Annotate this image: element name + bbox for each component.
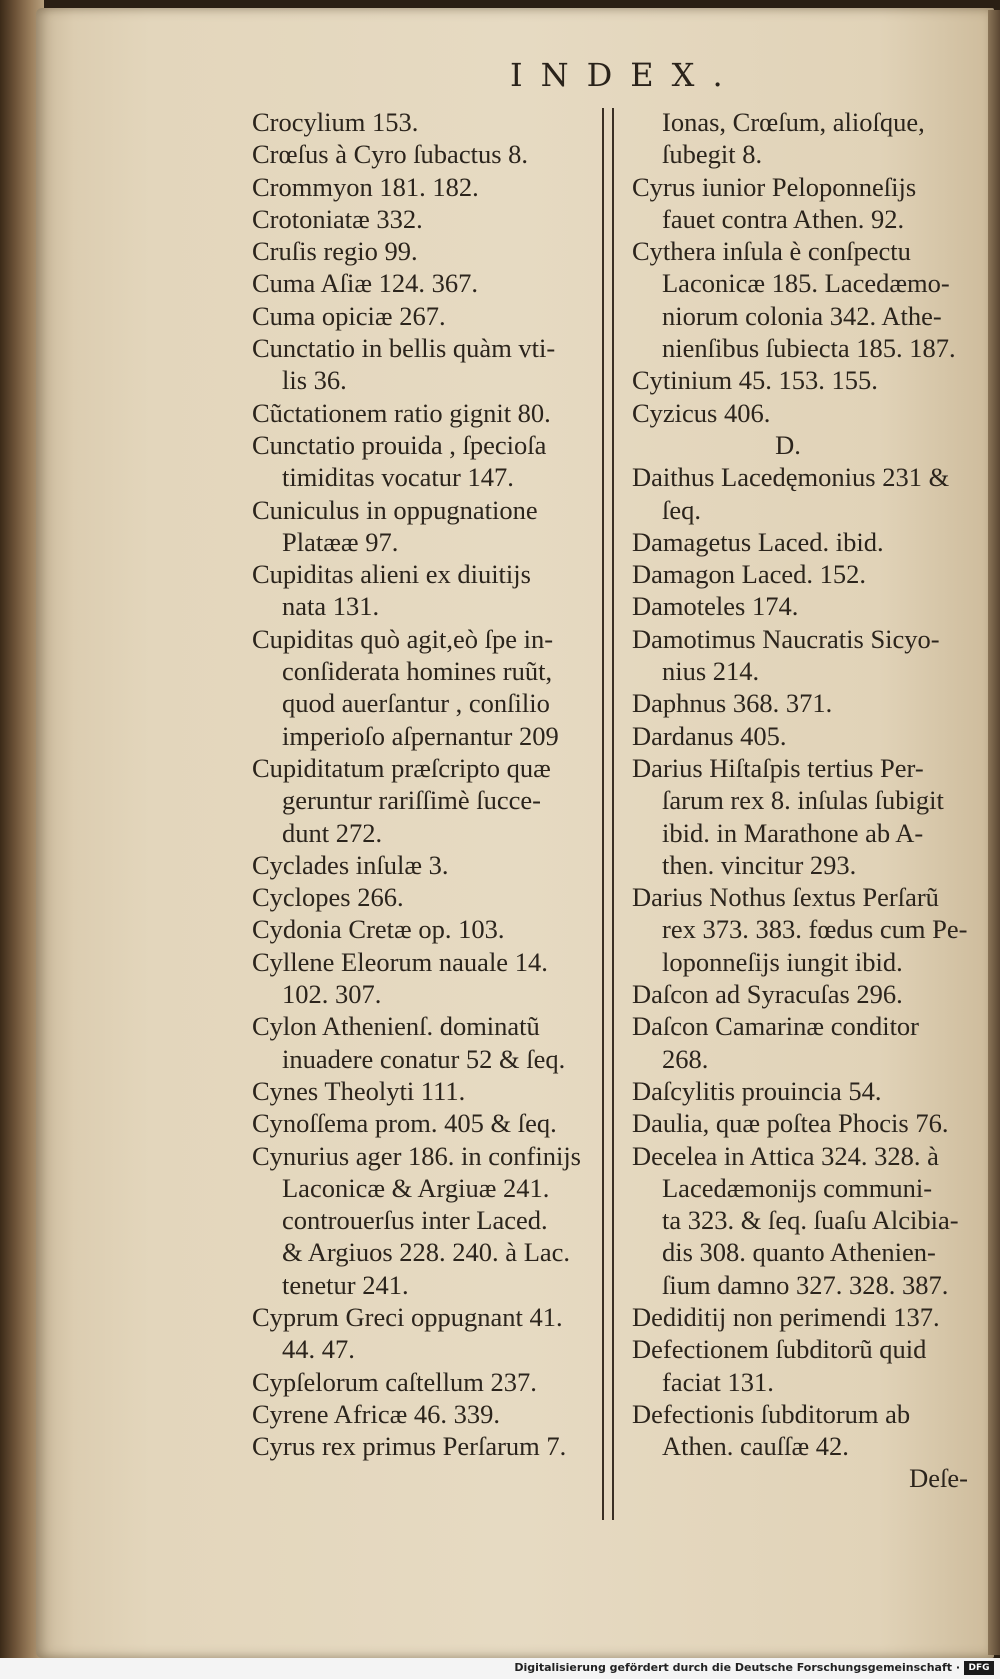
footer-credit: Digitalisierung gefördert durch die Deutsche Forschungsgemeinschaft · bbox=[514, 1661, 960, 1674]
index-entry-line: Lacedæmonijs communi- bbox=[662, 1172, 933, 1203]
index-entry-line: imperioſo aſpernantur 209 bbox=[282, 720, 559, 751]
index-entry-line: Cythera inſula è conſpectu bbox=[632, 236, 911, 267]
index-entry-line: conſiderata homines ruũt, bbox=[282, 656, 553, 687]
index-entry-line: Crocylium 153. bbox=[252, 107, 419, 137]
index-entry-line: timiditas vocatur 147. bbox=[282, 462, 514, 493]
index-entry-line: Damagetus Laced. ibid. bbox=[632, 526, 884, 557]
index-entry-line: ta 323. & ſeq. ſuaſu Alcibia- bbox=[662, 1205, 959, 1236]
index-entry-line: nienſibus ſubiecta 185. 187. bbox=[662, 333, 956, 364]
index-entry-line: Crotoniatæ 332. bbox=[252, 203, 423, 234]
index-entry-line: Daſcylitis prouincia 54. bbox=[632, 1075, 882, 1106]
index-entry-line: loponneſijs iungit ibid. bbox=[662, 946, 903, 977]
index-entry-line: & Argiuos 228. 240. à Lac. bbox=[282, 1237, 571, 1268]
index-entry-line: Cyzicus 406. bbox=[632, 397, 771, 428]
index-entry-line: fauet contra Athen. 92. bbox=[662, 203, 905, 234]
index-entry-line: Ionas, Crœſum, alioſque, bbox=[662, 107, 925, 137]
index-entry-line: Crœſus à Cyro ſubactus 8. bbox=[252, 139, 529, 170]
index-entry-line: Cyclopes 266. bbox=[252, 882, 404, 913]
index-entry-line: ibid. in Marathone ab A- bbox=[662, 817, 924, 848]
index-entry-line: Decelea in Attica 324. 328. à bbox=[632, 1140, 939, 1171]
index-entry-line: Cynes Theolyti 111. bbox=[252, 1075, 466, 1106]
index-entry-line: Dediditij non perimendi 137. bbox=[632, 1301, 940, 1332]
index-entry-line: Laconicæ & Argiuæ 241. bbox=[282, 1172, 550, 1203]
index-entry-line: Damagon Laced. 152. bbox=[632, 559, 866, 590]
index-entry-line: rex 373. 383. fœdus cum Pe- bbox=[662, 914, 968, 945]
index-entry-line: nata 131. bbox=[282, 591, 380, 622]
index-entry-line: dunt 272. bbox=[282, 817, 383, 848]
index-entry-line: D. bbox=[775, 429, 801, 460]
index-entry-line: Daithus Lacedęmonius 231 & bbox=[632, 462, 950, 493]
index-entry-line: ſubegit 8. bbox=[662, 139, 763, 170]
index-entry-line: controuerſus inter Laced. bbox=[282, 1205, 548, 1236]
index-entry-line: Cypſelorum caſtellum 237. bbox=[252, 1366, 537, 1397]
index-entry-line: Cynurius ager 186. in confinijs bbox=[252, 1140, 581, 1171]
index-column-right bbox=[632, 106, 984, 1495]
index-entry-line: Dardanus 405. bbox=[632, 720, 787, 751]
index-entry-line: nius 214. bbox=[662, 656, 760, 687]
index-entry-line: Daſcon ad Syracuſas 296. bbox=[632, 979, 903, 1010]
index-entry-line: ſium damno 327. 328. 387. bbox=[662, 1269, 949, 1300]
index-entry-line: Deſe- bbox=[909, 1463, 968, 1494]
index-entry-line: Cuma opiciæ 267. bbox=[252, 300, 446, 331]
index-entry-line: Damotimus Naucratis Sicyo- bbox=[632, 623, 940, 654]
index-entry-line: Darius Hiſtaſpis tertius Per- bbox=[632, 752, 924, 783]
index-entry-line: 102. 307. bbox=[282, 979, 382, 1010]
index-entry-line: Cyprum Greci oppugnant 41. bbox=[252, 1301, 563, 1332]
index-entry-line: Cylon Athenienſ. dominatũ bbox=[252, 1011, 540, 1042]
index-entry-line: Crommyon 181. 182. bbox=[252, 171, 479, 202]
index-entry-line: Daulia, quæ poſtea Phocis 76. bbox=[632, 1108, 949, 1139]
index-column-left bbox=[252, 106, 620, 1462]
index-entry-line: Cydonia Cretæ op. 103. bbox=[252, 914, 505, 945]
index-entry-line: Cuniculus in oppugnatione bbox=[252, 494, 538, 525]
index-entry-line: Defectionem ſubditorũ quid bbox=[632, 1334, 927, 1365]
index-entry-line: Daſcon Camarinæ conditor bbox=[632, 1011, 920, 1042]
page-header: INDEX. bbox=[510, 56, 741, 94]
index-entry-line: Cruſis regio 99. bbox=[252, 236, 418, 267]
index-entry-line: ſarum rex 8. inſulas ſubigit bbox=[662, 785, 944, 816]
index-entry-line: Darius Nothus ſextus Perſarũ bbox=[632, 882, 939, 913]
index-entry-line: Cytinium 45. 153. 155. bbox=[632, 365, 878, 396]
index-entry-line: geruntur rariſſimè ſucce- bbox=[282, 785, 541, 816]
index-entry-line: Cyrus iunior Peloponneſijs bbox=[632, 171, 917, 202]
index-entry-line: inuadere conatur 52 & ſeq. bbox=[282, 1043, 566, 1074]
index-entry-line: Cupiditatum præſcripto quæ bbox=[252, 752, 551, 783]
index-entry-line: Platææ 97. bbox=[282, 526, 399, 557]
index-entry-line: niorum colonia 342. Athe- bbox=[662, 300, 942, 331]
index-entry-line: Defectionis ſubditorum ab bbox=[632, 1398, 911, 1429]
index-entry-line: Cyllene Eleorum nauale 14. bbox=[252, 946, 548, 977]
index-entry-line: ſeq. bbox=[662, 494, 701, 525]
index-entry-line: Cuma Aſiæ 124. 367. bbox=[252, 268, 479, 299]
index-entry-line: 268. bbox=[662, 1043, 709, 1074]
page-right-edge bbox=[988, 10, 1000, 1655]
index-entry-line: then. vincitur 293. bbox=[662, 849, 857, 880]
index-entry-line: Cupiditas quò agit,eò ſpe in- bbox=[252, 623, 554, 654]
index-entry-line: Laconicæ 185. Lacedæmo- bbox=[662, 268, 950, 299]
index-entry-line: Daphnus 368. 371. bbox=[632, 688, 833, 719]
index-entry-line: 44. 47. bbox=[282, 1334, 355, 1365]
index-entry-line: dis 308. quanto Athenien- bbox=[662, 1237, 936, 1268]
index-entry-line: Cunctatio prouida , ſpecioſa bbox=[252, 429, 547, 460]
index-entry-line: Cyrene Africæ 46. 339. bbox=[252, 1398, 501, 1429]
index-entry-line: Cunctatio in bellis quàm vti- bbox=[252, 333, 556, 364]
index-entry-line: Cyclades inſulæ 3. bbox=[252, 849, 449, 880]
index-entry-line: Athen. cauſſæ 42. bbox=[662, 1431, 849, 1462]
index-entry-line: lis 36. bbox=[282, 365, 347, 396]
index-entry-line: Cupiditas alieni ex diuitijs bbox=[252, 559, 531, 590]
index-entry-line: Cyrus rex primus Perſarum 7. bbox=[252, 1431, 567, 1462]
digitization-footer bbox=[0, 1658, 1000, 1679]
index-entry-line: Damoteles 174. bbox=[632, 591, 799, 622]
index-entry-line: faciat 131. bbox=[662, 1366, 774, 1397]
index-entry-line: Cynoſſema prom. 405 & ſeq. bbox=[252, 1108, 557, 1139]
index-entry-line: quod auerſantur , conſilio bbox=[282, 688, 550, 719]
dfg-logo: DFG bbox=[964, 1661, 994, 1675]
index-entry-line: Cũctationem ratio gignit 80. bbox=[252, 397, 551, 428]
index-entry-line: tenetur 241. bbox=[282, 1269, 409, 1300]
